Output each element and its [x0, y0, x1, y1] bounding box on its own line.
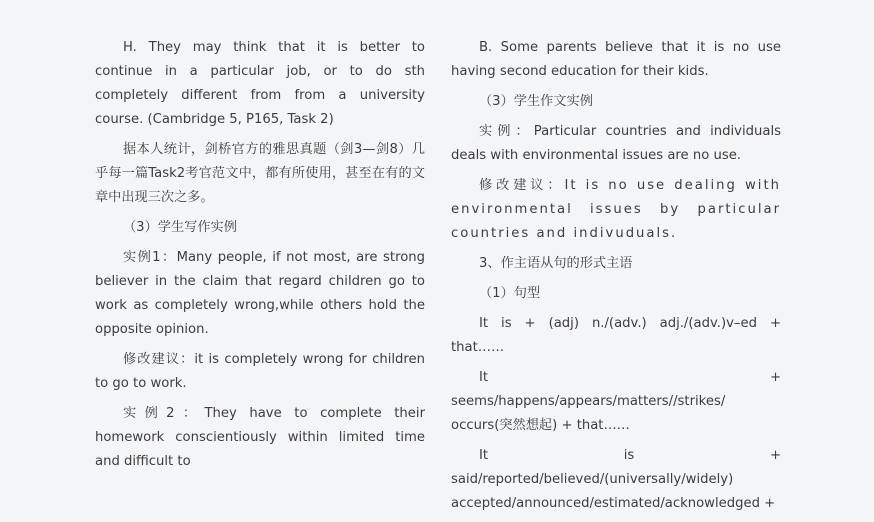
subsection-heading: （1）句型: [479, 286, 541, 301]
paragraph: 实例2：They have to complete their homework conscientiously within limited time and difficult to: [95, 406, 425, 469]
left-column: [95, 36, 425, 480]
section-heading: （3）学生写作实例: [123, 220, 237, 235]
pattern-line: It is + (adj) n./(adv.) adj./(adv.)v–ed + that……: [451, 316, 781, 355]
paragraph: 实例1：Many people, if not most, are strong believer in the claim that regard children go to work as completely wrong,while others hold the opposite opinion.: [95, 250, 425, 337]
paragraph: H. They may think that it is better to continue in a particular job, or to do sth completely different from from a university course. (Cambridge 5, P165, Task 2): [95, 40, 425, 127]
paragraph: B. Some parents believe that it is no use having second education for their kids.: [451, 40, 781, 79]
section-heading: （3）学生作文实例: [479, 94, 593, 109]
pattern-line: It is + said/reported/believed/(universally/widely) accepted/announced/estimated/acknowledged +: [451, 448, 781, 511]
paragraph: 修改建议：it is completely wrong for children to go to work.: [95, 352, 425, 391]
paragraph: 实例：Particular countries and individuals deals with environmental issues are no use.: [451, 124, 781, 163]
paragraph: 据本人统计，剑桥官方的雅思真题（剑3—剑8）几乎每一篇Task2考官范文中，都有所使用，甚至在有的文章中出现三次之多。: [95, 142, 425, 205]
right-column: [451, 36, 781, 522]
section-heading: 3、作主语从句的形式主语: [479, 256, 633, 271]
pattern-line: It + seems/happens/appears/matters//strikes/ occurs(突然想起) + that……: [451, 370, 781, 433]
paragraph: 修改建议：It is no use dealing with environmental issues by particular countries and indivuduals.: [451, 178, 781, 241]
